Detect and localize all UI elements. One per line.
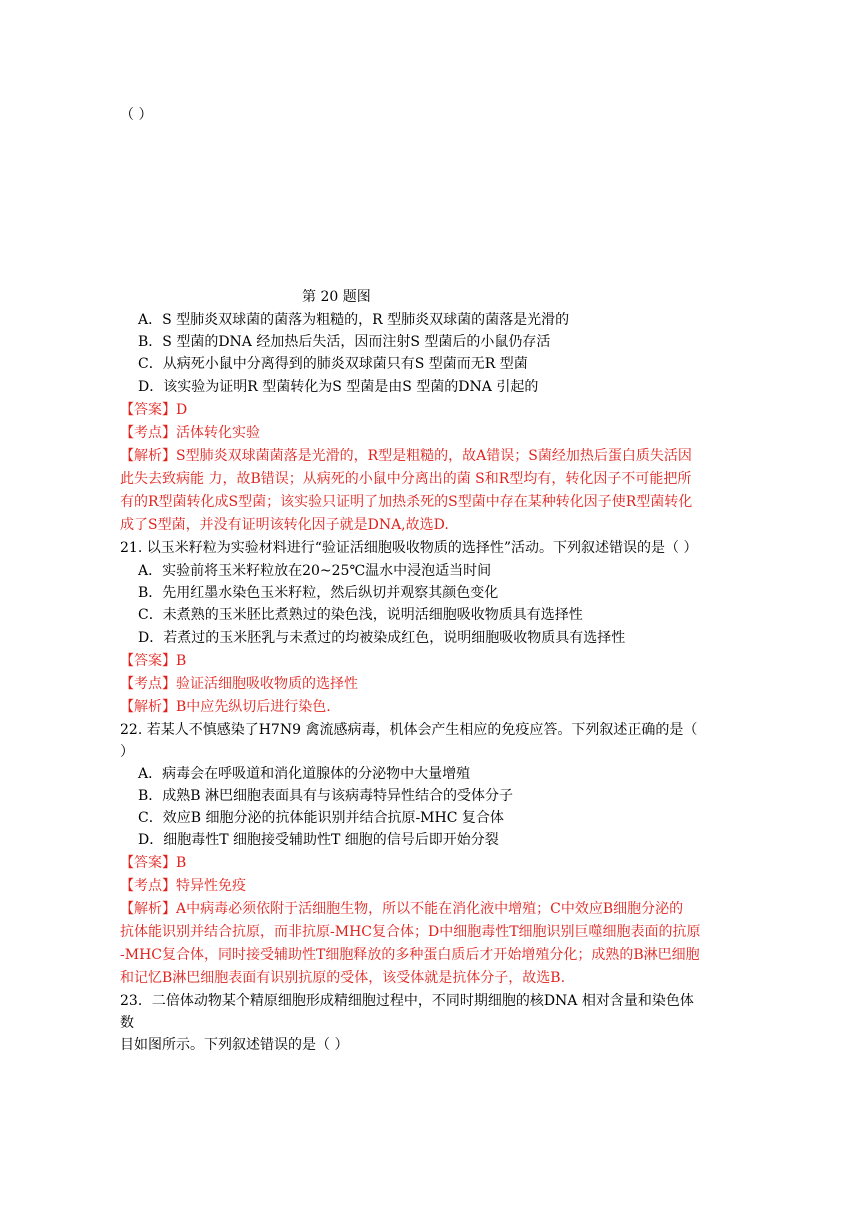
q22-stem-line-2: ） [120, 744, 134, 760]
q20-option-c: C．从病死小鼠中分离得到的肺炎双球菌只有S 型菌而无R 型菌 [138, 356, 528, 372]
q20-option-a: A．S 型肺炎双球菌的菌落为粗糙的，R 型肺炎双球菌的菌落是光滑的 [138, 312, 570, 328]
q22-answer: 【答案】B [120, 855, 187, 871]
q21-kaodian: 【考点】验证活细胞吸收物质的选择性 [120, 676, 358, 692]
q21-option-a: A．实验前将玉米籽粒放在20~25℃温水中浸泡适当时间 [138, 563, 492, 579]
q22-option-d: D．细胞毒性T 细胞接受辅助性T 细胞的信号后即开始分裂 [138, 832, 499, 848]
q20-jiexi-line-1: 【解析】S型肺炎双球菌菌落是光滑的，R型是粗糙的，故A错误；S菌经加热后蛋白质失活因 [120, 448, 692, 464]
q21-jiexi-line-1: 【解析】B中应先纵切后进行染色. [120, 699, 331, 715]
q20-option-b: B．S 型菌的DNA 经加热后失活，因而注射S 型菌后的小鼠仍存活 [138, 334, 551, 350]
q20-kaodian: 【考点】活体转化实验 [120, 425, 260, 441]
q23-stem-line-1: 23．二倍体动物某个精原细胞形成精细胞过程中，不同时期细胞的核DNA 相对含量和染色体 [120, 993, 694, 1009]
q20-jiexi-line-3: 有的R型菌转化成S型菌；该实验只证明了加热杀死的S型菌中存在某种转化因子使R型菌转化 [120, 494, 693, 510]
q20-jiexi-line-4: 成了S型菌，并没有证明该转化因子就是DNA,故选D. [120, 517, 449, 533]
q22-stem-line-1: 22. 若某人不慎感染了H7N9 禽流感病毒，机体会产生相应的免疫应答。下列叙述正确的是（ [120, 722, 698, 738]
q21-option-d: D．若煮过的玉米胚乳与未煮过的均被染成红色，说明细胞吸收物质具有选择性 [138, 630, 626, 646]
q22-jiexi-line-1: 【解析】A中病毒必须依附于活细胞生物，所以不能在消化液中增殖；C中效应B细胞分泌的 [120, 901, 684, 917]
q22-jiexi-line-3: -MHC复合体，同时接受辅助性T细胞释放的多种蛋白质后才开始增殖分化；成熟的B淋巴细胞 [120, 947, 700, 963]
q22-jiexi-line-2: 抗体能识别并结合抗原，而非抗原-MHC复合体；D中细胞毒性T细胞识别巨噬细胞表面的抗原 [120, 924, 701, 940]
q21-stem: 21. 以玉米籽粒为实验材料进行“验证活细胞吸收物质的选择性”活动。下列叙述错误的是（ ） [120, 540, 698, 556]
q21-option-b: B．先用红墨水染色玉米籽粒，然后纵切并观察其颜色变化 [138, 585, 499, 601]
q23-stem-line-3: 目如图所示。下列叙述错误的是（ ） [120, 1037, 349, 1053]
q20-answer-paren: （ ） [120, 107, 153, 123]
q23-stem-line-2: 数 [120, 1015, 134, 1031]
q21-option-c: C．未煮熟的玉米胚比煮熟过的染色浅，说明活细胞吸收物质具有选择性 [138, 607, 583, 623]
q20-option-d: D．该实验为证明R 型菌转化为S 型菌是由S 型菌的DNA 引起的 [138, 379, 539, 395]
q22-jiexi-line-4: 和记忆B淋巴细胞表面有识别抗原的受体，该受体就是抗体分子，故选B. [120, 970, 566, 986]
q22-option-b: B．成熟B 淋巴细胞表面具有与该病毒特异性结合的受体分子 [138, 788, 514, 804]
q20-answer: 【答案】D [120, 402, 188, 418]
q22-option-a: A．病毒会在呼吸道和消化道腺体的分泌物中大量增殖 [138, 766, 471, 782]
q22-option-c: C．效应B 细胞分泌的抗体能识别并结合抗原-MHC 复合体 [138, 810, 504, 826]
q20-jiexi-line-2: 此失去致病能 力，故B错误；从病死的小鼠中分离出的菌 S和R型均有，转化因子不可能把所 [120, 471, 692, 487]
q21-answer: 【答案】B [120, 653, 187, 669]
q20-figure-caption: 第 20 题图 [302, 289, 371, 305]
q22-kaodian: 【考点】特异性免疫 [120, 878, 246, 894]
